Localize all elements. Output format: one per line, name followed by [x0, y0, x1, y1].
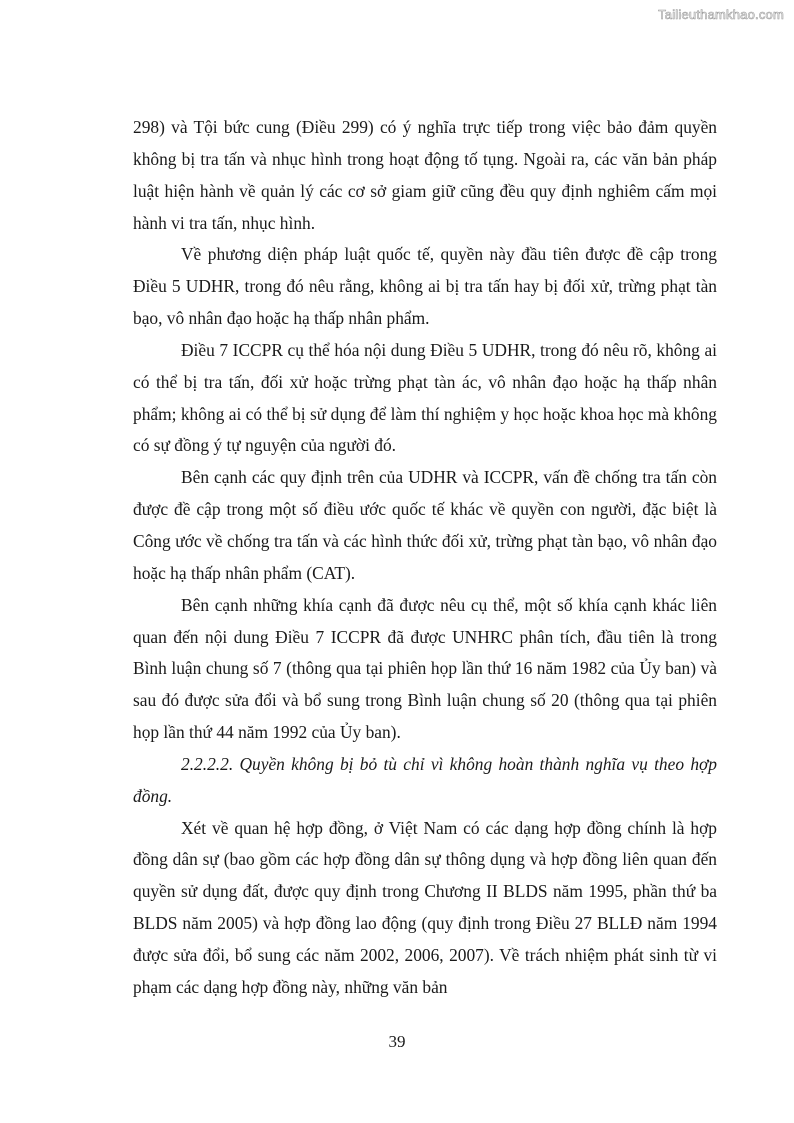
paragraph-continuation: 298) và Tội bức cung (Điều 299) có ý nghĩa trực tiếp trong việc bảo đảm quyền không bị tra tấn và nhục hình trong hoạt động tố tụng. Ngoài ra, các văn bản pháp luật hiện hành về quản lý các cơ sở giam giữ cũng đều quy định nghiêm cấm mọi hành vi tra tấn, nhục hình.	[133, 117, 717, 233]
paragraph-iccpr-article-7: Điều 7 ICCPR cụ thể hóa nội dung Điều 5 UDHR, trong đó nêu rõ, không ai có thể bị tra tấn, đối xử hoặc trừng phạt tàn ác, vô nhân đạo hoặc hạ thấp nhân phẩm; không ai có thể bị sử dụng để làm thí nghiệm y học hoặc khoa học mà không có sự đồng ý tự nguyện của người đó.	[133, 339, 717, 456]
document-body	[133, 112, 717, 1004]
paragraph-international-law: Về phương diện pháp luật quốc tế, quyền này đầu tiên được đề cập trong Điều 5 UDHR, trong đó nêu rằng, không ai bị tra tấn hay bị đối xử, trừng phạt tàn bạo, vô nhân đạo hoặc hạ thấp nhân phẩm.	[133, 244, 717, 329]
paragraph-cat: Bên cạnh các quy định trên của UDHR và ICCPR, vấn đề chống tra tấn còn được đề cập trong một số điều ước quốc tế khác về quyền con người, đặc biệt là Công ước về chống tra tấn và các hình thức đối xử, trừng phạt tàn bạo, vô nhân đạo hoặc hạ thấp nhân phẩm (CAT).	[133, 467, 717, 583]
watermark-text: Tailieuthamkhao.com	[658, 7, 784, 22]
section-heading: 2.2.2.2. Quyền không bị bỏ tù chỉ vì không hoàn thành nghĩa vụ theo hợp đồng.	[133, 753, 717, 806]
paragraph-unhrc-comments: Bên cạnh những khía cạnh đã được nêu cụ thể, một số khía cạnh khác liên quan đến nội dung Điều 7 ICCPR đã được UNHRC phân tích, đầu tiên là trong Bình luận chung số 7 (thông qua tại phiên họp lần thứ 16 năm 1982 của Ủy ban) và sau đó được sửa đổi và bổ sung trong Bình luận chung số 20 (thông qua tại phiên họp lần thứ 44 năm 1992 của Ủy ban).	[133, 594, 717, 743]
page-number: 39	[388, 1032, 406, 1051]
paragraph-contracts: Xét về quan hệ hợp đồng, ở Việt Nam có các dạng hợp đồng chính là hợp đồng dân sự (bao gồm các hợp đồng dân sự thông dụng và hợp đồng liên quan đến quyền sử dụng đất, được quy định trong Chương II BLDS năm 1995, phần thứ ba BLDS năm 2005) và hợp đồng lao động (quy định trong Điều 27 BLLĐ năm 1994 được sửa đổi, bổ sung các năm 2002, 2006, 2007). Về trách nhiệm phát sinh từ vi phạm các dạng hợp đồng này, những văn bản	[133, 817, 717, 997]
